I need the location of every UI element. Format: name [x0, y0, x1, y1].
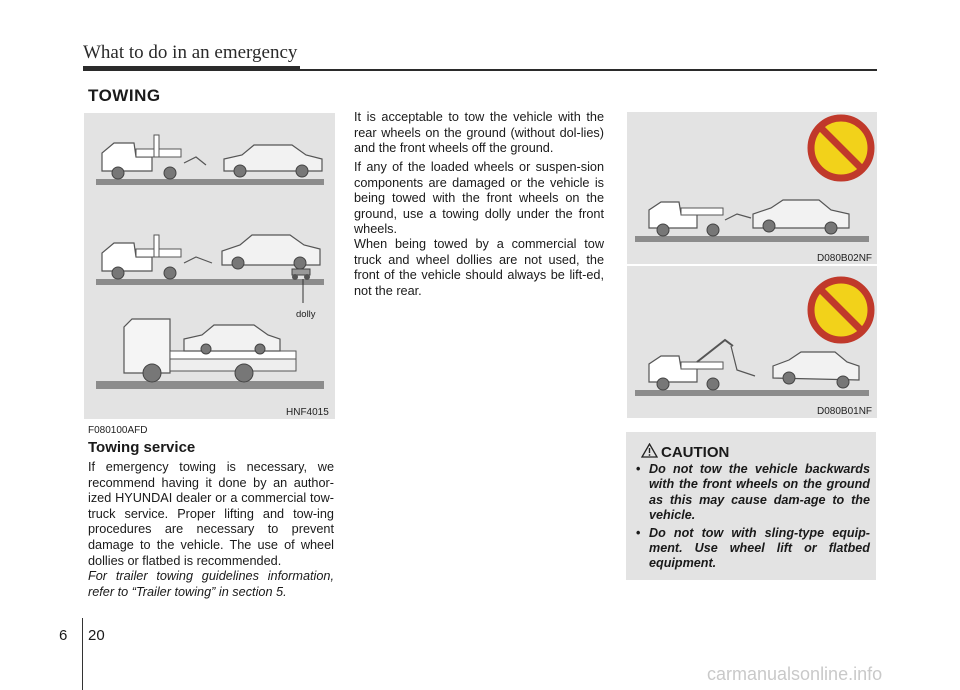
reference-code: F080100AFD	[88, 425, 148, 436]
caution-item-text: Do not tow the vehicle backwards with the front wheels on the ground as this may cause dam-age to the vehicle.	[649, 462, 870, 523]
ground-strip	[96, 381, 324, 389]
tow-truck-1	[102, 135, 206, 179]
ground-strip	[96, 179, 324, 185]
caution-title: CAUTION	[661, 444, 730, 461]
sling-tow-truck	[649, 340, 755, 390]
subheading: Towing service	[88, 439, 196, 456]
car-on-flatbed	[184, 325, 280, 354]
towed-car-backwards	[753, 200, 849, 234]
caution-list	[634, 462, 870, 574]
towing-methods-illustration	[84, 113, 335, 419]
header-rule	[83, 66, 300, 71]
caution-item	[634, 526, 870, 572]
figure-code-right-bottom: D080B01NF	[817, 406, 873, 417]
figure-code-right-top: D080B02NF	[817, 253, 873, 264]
dolly-label: dolly	[296, 309, 316, 320]
page-number: 20	[88, 627, 105, 644]
ground-strip	[635, 236, 869, 242]
towed-car-1	[224, 145, 322, 177]
wheel-dolly	[292, 269, 310, 280]
towed-car-2	[222, 235, 320, 269]
caution-item	[634, 462, 870, 524]
bullet-icon: •	[636, 462, 641, 476]
towing-service-paragraph: If emergency towing is necessary, we recommend having it done by an author-ized HYUNDAI dealer or a commercial tow-truck service. Proper lifting and tow-ing procedures are necessary to prevent damage to the vehicle. The use of wheel dollies or flatbed is recommended.	[88, 460, 334, 568]
prohibited-tow-illustration-bottom	[627, 266, 877, 418]
prohibited-tow-drawing-bottom	[627, 266, 877, 418]
trailer-towing-note: For trailer towing guidelines information, refer to “Trailer towing” in section 5.	[88, 569, 334, 599]
tow-paragraph-1: It is acceptable to tow the vehicle with the rear wheels on the ground (without dol-lies) and the front wheels off the ground.	[354, 110, 604, 156]
towing-methods-drawing	[84, 113, 335, 419]
figure-code-left: HNF4015	[286, 407, 329, 418]
tow-truck	[649, 202, 751, 236]
footer-divider	[82, 618, 83, 690]
bullet-icon: •	[636, 525, 641, 540]
section-title: TOWING	[88, 86, 161, 105]
watermark-text: carmanualsonline.info	[707, 664, 883, 684]
ground-strip	[635, 390, 869, 396]
prohibited-tow-drawing-top	[627, 112, 877, 264]
tow-truck-2	[102, 235, 212, 279]
ground-strip	[96, 279, 324, 285]
section-number: 6	[59, 627, 68, 644]
sling-towed-car	[773, 352, 859, 388]
tow-paragraph-3: When being towed by a commercial tow truck and wheel dollies are not used, the front of the vehicle should always be lift-ed, not the rear.	[354, 237, 604, 298]
chapter-title: What to do in an emergency	[83, 42, 298, 63]
prohibited-sign-icon	[811, 118, 871, 178]
prohibited-sign-icon	[811, 280, 871, 340]
tow-paragraph-2: If any of the loaded wheels or suspen-sion components are damaged or the vehicle is being towed with the front wheels on the ground, use a towing dolly under the front wheels.	[354, 160, 604, 237]
prohibited-tow-illustration-top	[627, 112, 877, 264]
caution-item-text: Do not tow with sling-type equip-ment. Use wheel lift or flatbed equipment.	[649, 525, 870, 571]
warning-triangle-icon	[641, 443, 658, 458]
header-rule-thin	[300, 69, 877, 71]
